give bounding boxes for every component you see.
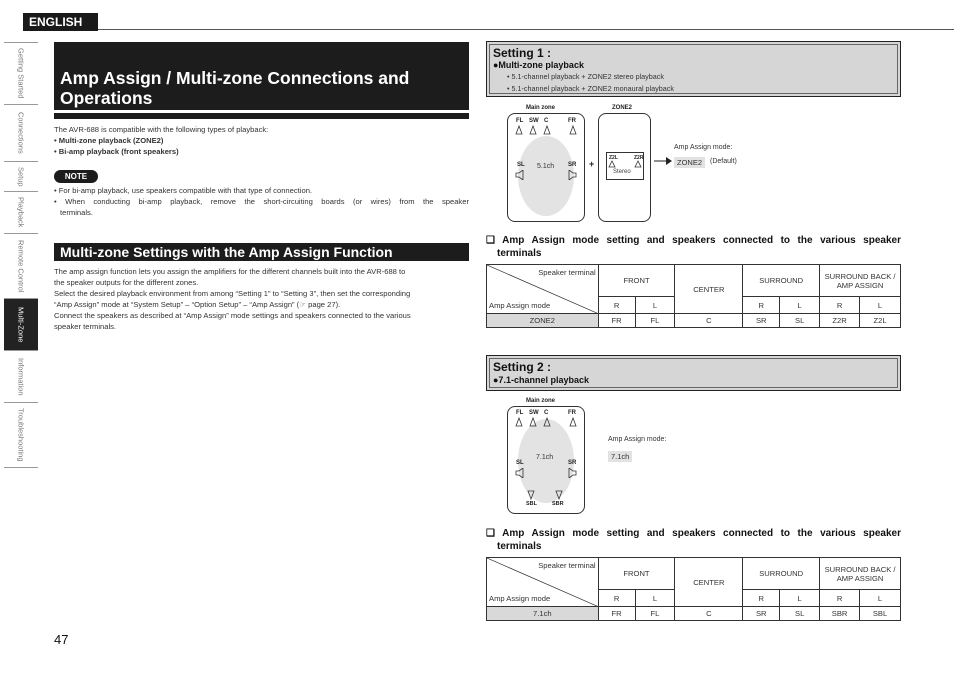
cell: SBR (820, 607, 860, 621)
amp-assign-mode-note: (Default) (710, 158, 737, 165)
amp-assign-mode-value: 7.1ch (608, 451, 632, 462)
bullet-biamp: • Bi-amp playback (front speakers) (54, 147, 179, 156)
table2-heading: ❑ Amp Assign mode setting and speakers connected to the various speaker (486, 528, 901, 539)
table-row (487, 314, 901, 328)
sidebar-tab-playback[interactable] (4, 191, 38, 233)
body-line: The amp assign function lets you assign the amplifiers for the different channels built into the AVR-688 to (54, 267, 406, 276)
body-line: Connect the speakers as described at “Amp Assign” mode settings and speakers connected to the various (54, 311, 411, 320)
setting1-item: • 5.1-channel playback + ZONE2 monaural playback (507, 84, 674, 93)
corner-bottom: Amp Assign mode (489, 594, 551, 603)
sidebar-tab-setup[interactable] (4, 161, 38, 191)
cell: SL (780, 314, 820, 328)
cell: SBL (860, 607, 901, 621)
body-line: Select the desired playback environment from among “Setting 1” to “Setting 3”, then set the corresponding (54, 289, 411, 298)
sub-r: R (598, 590, 635, 607)
spk-fr-label: FR (568, 118, 576, 124)
col-surround-back (820, 558, 901, 590)
amp-assign-mode-label: Amp Assign mode: (674, 144, 733, 151)
cell: Z2R (820, 314, 860, 328)
main-channel-text: 5.1ch (537, 163, 555, 170)
sidebar-tab-information[interactable] (4, 350, 38, 402)
note-line-1: • For bi-amp playback, use speakers compatible with that type of connection. (54, 186, 313, 195)
sub-r: R (743, 297, 780, 314)
col-surround-back-line1: SURROUND BACK / (824, 271, 896, 281)
surround-speaker-icons (514, 170, 580, 180)
spk-sl-label: SL (517, 162, 525, 168)
plus-sign: + (589, 159, 595, 169)
back-speaker-icons (526, 490, 566, 500)
main-channel-text: 7.1ch (536, 454, 554, 461)
sidebar-tab-troubleshooting[interactable] (4, 402, 38, 468)
cell: Z2L (860, 314, 901, 328)
cell: FL (635, 314, 675, 328)
sub-l: L (635, 297, 675, 314)
sub-l: L (780, 590, 820, 607)
amp-assign-table-1 (486, 264, 901, 328)
cell: C (675, 314, 743, 328)
note-badge: NOTE (54, 170, 98, 183)
cell: SR (743, 607, 780, 621)
tab-label: Setup (16, 166, 26, 187)
spk-c-label: C (544, 118, 549, 124)
main-zone-frame-2 (507, 406, 585, 514)
row-mode: ZONE2 (487, 314, 599, 328)
spk-sr-label: SR (568, 460, 577, 466)
tab-label: Multi-Zone (16, 306, 26, 343)
col-surround-back-line2: AMP ASSIGN (836, 573, 884, 583)
front-speaker-icons (514, 417, 580, 427)
page-title-box (54, 42, 469, 110)
spk-fl-label: FL (516, 410, 524, 416)
setting2-subtitle: ●7.1-channel playback (493, 375, 589, 385)
tab-label: Playback (16, 197, 26, 228)
col-front: FRONT (598, 265, 675, 297)
tab-label: Information (16, 357, 26, 396)
bullet-multizone: • Multi-zone playback (ZONE2) (54, 136, 164, 145)
table2-heading-cont: terminals (497, 541, 542, 552)
cell: FR (598, 607, 635, 621)
surround-speaker-icons (514, 468, 580, 478)
sub-l: L (860, 590, 901, 607)
spk-fl-label: FL (516, 118, 524, 124)
col-front: FRONT (598, 558, 675, 590)
sidebar-tab-multi-zone[interactable] (4, 298, 38, 350)
page-title: Amp Assign / Multi-zone Connections and Operations (60, 68, 410, 108)
table-corner (487, 265, 599, 314)
amp-assign-table-2 (486, 557, 901, 621)
stereo-label: Stereo (613, 169, 631, 175)
cell: FR (598, 314, 635, 328)
header-rule (98, 29, 954, 30)
spk-sw-label: SW (529, 118, 539, 124)
zone2-label: ZONE2 (612, 105, 633, 111)
zone2-frame (598, 113, 651, 222)
col-surround-back-line2: AMP ASSIGN (836, 280, 884, 290)
tab-label: Connections (16, 112, 26, 154)
setting2-title: Setting 2 : (493, 360, 552, 374)
cell: SR (743, 314, 780, 328)
col-center: CENTER (675, 558, 743, 607)
tab-label: Troubleshooting (16, 408, 26, 462)
sidebar-tab-connections[interactable] (4, 104, 38, 161)
amp-assign-mode-label: Amp Assign mode: (608, 436, 667, 443)
body-line: “Amp Assign” mode at “System Setup” – “Option Setup” – “Amp Assign” (☞ page 27). (54, 300, 341, 309)
arrow-icon (654, 157, 672, 165)
spk-c-label: C (544, 410, 549, 416)
setting1-title: Setting 1 : (493, 46, 552, 60)
main-zone-label: Main zone (526, 398, 556, 404)
section-heading-box (54, 243, 469, 261)
sidebar-tab-remote-control[interactable] (4, 233, 38, 298)
body-line: the speaker outputs for the different zones. (54, 278, 199, 287)
sub-r: R (820, 297, 860, 314)
col-surround: SURROUND (743, 265, 820, 297)
spk-sr-label: SR (568, 162, 577, 168)
language-label: ENGLISH (23, 13, 98, 31)
front-speaker-icons (514, 125, 580, 135)
col-surround-back (820, 265, 901, 297)
corner-top: Speaker terminal (538, 561, 596, 570)
zone2-speaker-icons (608, 160, 644, 168)
sub-r: R (743, 590, 780, 607)
setting1-item: • 5.1-channel playback + ZONE2 stereo playback (507, 72, 664, 81)
note-line-2: • When conducting bi-amp playback, remove the short-circuiting boards (or wires) from the speaker (54, 197, 469, 206)
spk-sbl-label: SBL (526, 501, 537, 507)
setting1-subtitle: ●Multi-zone playback (493, 60, 584, 70)
cell: SL (780, 607, 820, 621)
section-body (54, 266, 469, 332)
sub-r: R (598, 297, 635, 314)
setting2-box (486, 355, 901, 391)
spk-fr-label: FR (568, 410, 576, 416)
cell: FL (635, 607, 675, 621)
row-mode: 7.1ch (487, 607, 599, 621)
sub-l: L (860, 297, 901, 314)
corner-bottom: Amp Assign mode (489, 301, 551, 310)
note-line-3: terminals. (60, 208, 93, 217)
tab-label: Remote Control (16, 239, 26, 293)
table1-heading-cont: terminals (497, 248, 542, 259)
spk-sw-label: SW (529, 410, 539, 416)
page-number: 47 (54, 632, 69, 647)
z2l-label: Z2L (609, 155, 618, 161)
sub-l: L (635, 590, 675, 607)
intro-text: The AVR-688 is compatible with the following types of playback: (54, 125, 269, 134)
setting1-box (486, 41, 901, 97)
title-underbar (54, 113, 469, 119)
body-line: speaker terminals. (54, 322, 117, 331)
table-row (487, 607, 901, 621)
sub-r: R (820, 590, 860, 607)
sub-l: L (780, 297, 820, 314)
corner-top: Speaker terminal (538, 268, 596, 277)
spk-sbr-label: SBR (552, 501, 564, 507)
z2r-label: Z2R (634, 155, 644, 161)
sidebar-tab-getting-started[interactable] (4, 42, 38, 104)
amp-assign-mode-value: ZONE2 (674, 157, 705, 168)
main-zone-label: Main zone (526, 105, 556, 111)
section-heading: Multi-zone Settings with the Amp Assign Function (60, 244, 393, 260)
tab-label: Getting Started (16, 48, 26, 99)
col-center: CENTER (675, 265, 743, 314)
col-surround-back-line1: SURROUND BACK / (824, 564, 896, 574)
col-surround: SURROUND (743, 558, 820, 590)
table-corner (487, 558, 599, 607)
table1-heading: ❑ Amp Assign mode setting and speakers connected to the various speaker (486, 235, 901, 246)
main-zone-frame (507, 113, 585, 222)
spk-sl-label: SL (516, 460, 524, 466)
cell: C (675, 607, 743, 621)
